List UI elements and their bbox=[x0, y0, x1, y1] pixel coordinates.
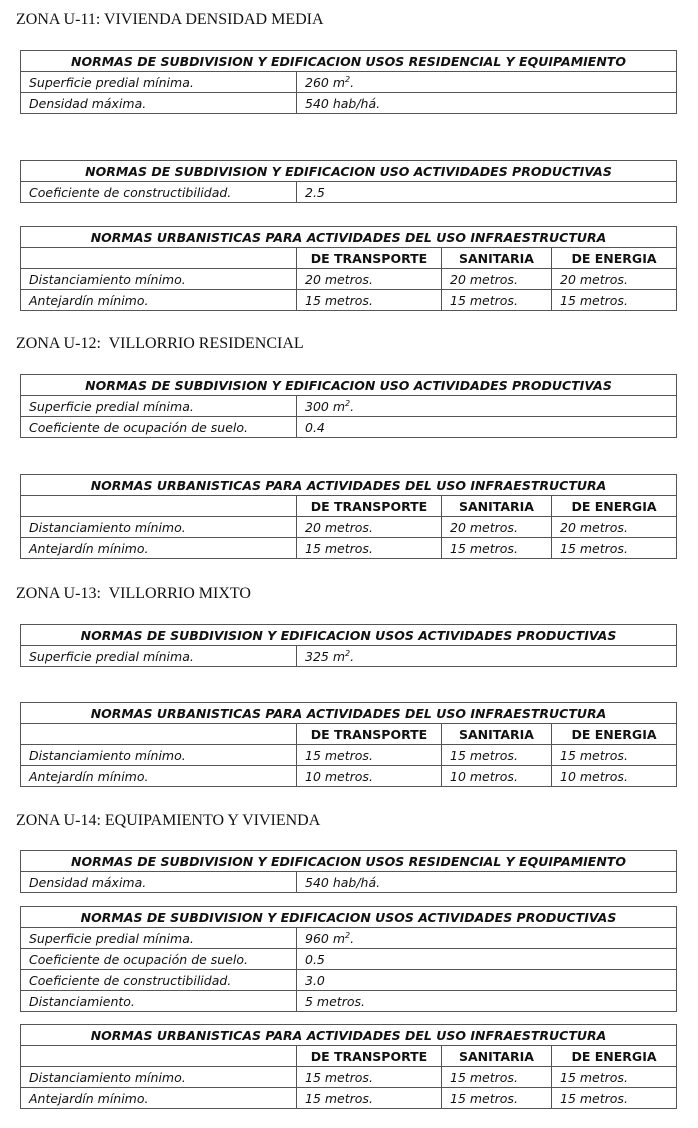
table-title: NORMAS DE SUBDIVISION Y EDIFICACION USOS ACTIVIDADES PRODUCTIVAS bbox=[21, 907, 677, 928]
table-row bbox=[21, 269, 677, 290]
row-value: 15 metros. bbox=[552, 1088, 677, 1109]
column-header: DE TRANSPORTE bbox=[297, 496, 442, 517]
row-value: 20 metros. bbox=[297, 269, 442, 290]
row-label: Densidad máxima. bbox=[21, 93, 297, 114]
row-value: 15 metros. bbox=[297, 290, 442, 311]
row-value: 20 metros. bbox=[552, 517, 677, 538]
row-value: 260 $m^2$. bbox=[297, 72, 677, 93]
row-value: 960 $m^2$. bbox=[297, 928, 677, 949]
table-title: NORMAS URBANISTICAS PARA ACTIVIDADES DEL USO INFRAESTRUCTURA bbox=[21, 227, 677, 248]
table-row bbox=[21, 745, 677, 766]
row-label: Densidad máxima. bbox=[21, 872, 297, 893]
row-value: 15 metros. bbox=[442, 538, 552, 559]
table-u13-infrastructure bbox=[20, 702, 677, 787]
column-header: DE TRANSPORTE bbox=[297, 724, 442, 745]
table-u14-residential bbox=[20, 850, 677, 893]
row-value: 540 hab/há. bbox=[297, 872, 677, 893]
table-row bbox=[21, 538, 677, 559]
row-value: 0.5 bbox=[297, 949, 677, 970]
row-value: 20 metros. bbox=[297, 517, 442, 538]
row-label: Distanciamiento mínimo. bbox=[21, 517, 297, 538]
table-title: NORMAS DE SUBDIVISION Y EDIFICACION USOS ACTIVIDADES PRODUCTIVAS bbox=[21, 625, 677, 646]
table-title: NORMAS DE SUBDIVISION Y EDIFICACION USO ACTIVIDADES PRODUCTIVAS bbox=[21, 375, 677, 396]
row-label: Superficie predial mínima. bbox=[21, 928, 297, 949]
column-header: DE ENERGIA bbox=[552, 724, 677, 745]
table-row bbox=[21, 290, 677, 311]
table-title: NORMAS DE SUBDIVISION Y EDIFICACION USOS RESIDENCIAL Y EQUIPAMIENTO bbox=[21, 851, 677, 872]
row-value: 15 metros. bbox=[552, 538, 677, 559]
column-header: SANITARIA bbox=[442, 1046, 552, 1067]
table-row bbox=[21, 872, 677, 893]
table-row bbox=[21, 72, 677, 93]
row-value: 2.5 bbox=[297, 182, 677, 203]
column-header: SANITARIA bbox=[442, 724, 552, 745]
table-header-row bbox=[21, 248, 677, 269]
table-row bbox=[21, 1067, 677, 1088]
table-row bbox=[21, 766, 677, 787]
table-row bbox=[21, 396, 677, 417]
table-row bbox=[21, 93, 677, 114]
table-row bbox=[21, 417, 677, 438]
row-label: Coeficiente de ocupación de suelo. bbox=[21, 949, 297, 970]
table-row bbox=[21, 182, 677, 203]
row-value: 15 metros. bbox=[297, 1067, 442, 1088]
table-row bbox=[21, 646, 677, 667]
row-value: 15 metros. bbox=[552, 290, 677, 311]
row-label: Coeficiente de constructibilidad. bbox=[21, 970, 297, 991]
table-u13-productive bbox=[20, 624, 677, 667]
column-header: SANITARIA bbox=[442, 248, 552, 269]
table-header-row bbox=[21, 724, 677, 745]
table-title: NORMAS URBANISTICAS PARA ACTIVIDADES DEL USO INFRAESTRUCTURA bbox=[21, 703, 677, 724]
row-value: 10 metros. bbox=[442, 766, 552, 787]
row-label: Distanciamiento mínimo. bbox=[21, 269, 297, 290]
row-value: 300 $m^2$. bbox=[297, 396, 677, 417]
row-label: Antejardín mínimo. bbox=[21, 290, 297, 311]
row-value: 10 metros. bbox=[297, 766, 442, 787]
row-value: 15 metros. bbox=[442, 745, 552, 766]
zone-heading-u11: ZONA U-11: VIVIENDA DENSIDAD MEDIA bbox=[16, 11, 324, 28]
table-row bbox=[21, 949, 677, 970]
table-title: NORMAS DE SUBDIVISION Y EDIFICACION USO ACTIVIDADES PRODUCTIVAS bbox=[21, 161, 677, 182]
table-row bbox=[21, 970, 677, 991]
zone-heading-u14: ZONA U-14: EQUIPAMIENTO Y VIVIENDA bbox=[16, 812, 321, 829]
row-value: 15 metros. bbox=[297, 538, 442, 559]
table-u11-productive bbox=[20, 160, 677, 203]
row-value: 5 metros. bbox=[297, 991, 677, 1012]
row-label: Antejardín mínimo. bbox=[21, 766, 297, 787]
table-u12-infrastructure bbox=[20, 474, 677, 559]
row-value: 15 metros. bbox=[442, 290, 552, 311]
row-value: 325 $m^2$. bbox=[297, 646, 677, 667]
table-u12-productive bbox=[20, 374, 677, 438]
row-label: Superficie predial mínima. bbox=[21, 646, 297, 667]
row-value: 540 hab/há. bbox=[297, 93, 677, 114]
row-value: 15 metros. bbox=[297, 1088, 442, 1109]
row-value: 3.0 bbox=[297, 970, 677, 991]
table-u14-productive bbox=[20, 906, 677, 1012]
row-value: 15 metros. bbox=[552, 745, 677, 766]
row-value: 0.4 bbox=[297, 417, 677, 438]
row-value: 20 metros. bbox=[442, 517, 552, 538]
table-row bbox=[21, 991, 677, 1012]
row-value: 15 metros. bbox=[297, 745, 442, 766]
table-u11-infrastructure bbox=[20, 226, 677, 311]
row-value: 10 metros. bbox=[552, 766, 677, 787]
row-label: Antejardín mínimo. bbox=[21, 538, 297, 559]
zone-heading-u12: ZONA U-12: VILLORRIO RESIDENCIAL bbox=[16, 335, 304, 352]
row-label: Superficie predial mínima. bbox=[21, 72, 297, 93]
table-row bbox=[21, 1088, 677, 1109]
row-value: 15 metros. bbox=[442, 1067, 552, 1088]
column-header: DE ENERGIA bbox=[552, 1046, 677, 1067]
table-row bbox=[21, 928, 677, 949]
table-row bbox=[21, 517, 677, 538]
table-header-row bbox=[21, 1046, 677, 1067]
row-value: 20 metros. bbox=[442, 269, 552, 290]
table-title: NORMAS URBANISTICAS PARA ACTIVIDADES DEL USO INFRAESTRUCTURA bbox=[21, 475, 677, 496]
table-title: NORMAS DE SUBDIVISION Y EDIFICACION USOS RESIDENCIAL Y EQUIPAMIENTO bbox=[21, 51, 677, 72]
column-header: DE ENERGIA bbox=[552, 496, 677, 517]
table-header-row bbox=[21, 496, 677, 517]
table-u11-residential bbox=[20, 50, 677, 114]
row-label: Distanciamiento mínimo. bbox=[21, 745, 297, 766]
table-u14-infrastructure bbox=[20, 1024, 677, 1109]
row-label: Distanciamiento mínimo. bbox=[21, 1067, 297, 1088]
table-title: NORMAS URBANISTICAS PARA ACTIVIDADES DEL USO INFRAESTRUCTURA bbox=[21, 1025, 677, 1046]
row-label: Superficie predial mínima. bbox=[21, 396, 297, 417]
row-value: 15 metros. bbox=[552, 1067, 677, 1088]
column-header: SANITARIA bbox=[442, 496, 552, 517]
row-value: 20 metros. bbox=[552, 269, 677, 290]
zone-heading-u13: ZONA U-13: VILLORRIO MIXTO bbox=[16, 585, 251, 602]
row-value: 15 metros. bbox=[442, 1088, 552, 1109]
column-header: DE TRANSPORTE bbox=[297, 248, 442, 269]
row-label: Antejardín mínimo. bbox=[21, 1088, 297, 1109]
column-header: DE TRANSPORTE bbox=[297, 1046, 442, 1067]
row-label: Distanciamiento. bbox=[21, 991, 297, 1012]
row-label: Coeficiente de ocupación de suelo. bbox=[21, 417, 297, 438]
column-header: DE ENERGIA bbox=[552, 248, 677, 269]
row-label: Coeficiente de constructibilidad. bbox=[21, 182, 297, 203]
